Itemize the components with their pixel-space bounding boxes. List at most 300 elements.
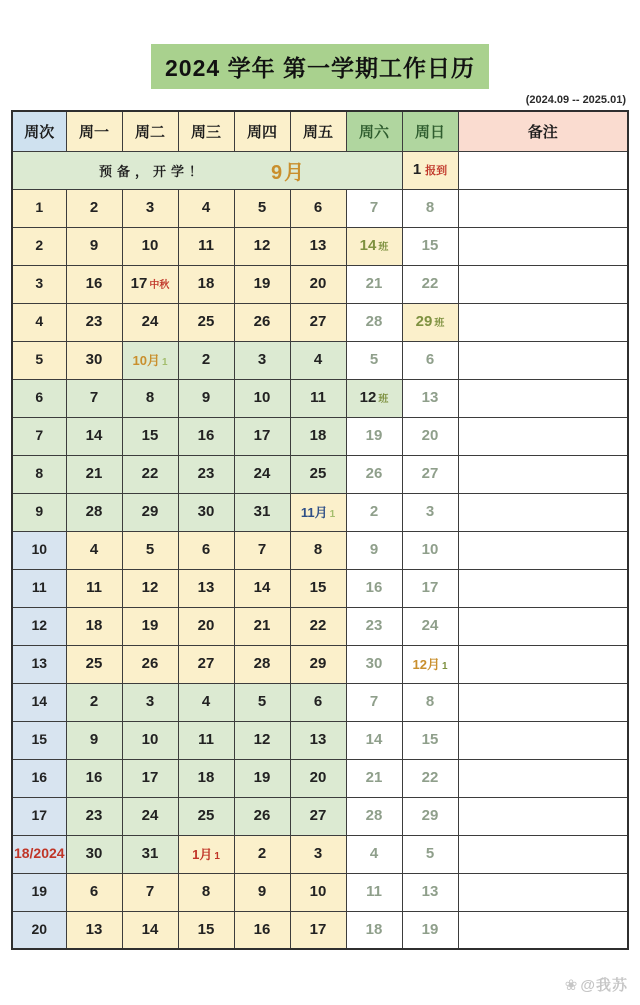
cell-text: 16 bbox=[253, 920, 271, 938]
day-cell bbox=[402, 607, 458, 645]
cell-text: 10 bbox=[141, 731, 159, 748]
date-range: (2024.09 -- 2025.01) bbox=[525, 94, 626, 106]
week-number-cell bbox=[12, 417, 66, 455]
cell-text: 13 bbox=[309, 731, 327, 748]
day-cell bbox=[346, 227, 402, 265]
cell-text: 4 bbox=[35, 313, 44, 329]
cell-text: 20 bbox=[421, 427, 439, 444]
day-cell bbox=[66, 417, 122, 455]
remark-cell bbox=[458, 303, 628, 341]
cell-text: 30 bbox=[85, 845, 103, 862]
cell-text: 20 bbox=[197, 617, 215, 634]
day-cell bbox=[66, 911, 122, 949]
cell-text: 11 bbox=[198, 731, 214, 748]
day-cell bbox=[290, 265, 346, 303]
cell-text: 班 bbox=[434, 318, 445, 329]
day-cell bbox=[234, 797, 290, 835]
cell-text: 27 bbox=[309, 807, 327, 824]
cell-text: 24 bbox=[141, 807, 159, 824]
day-cell bbox=[290, 607, 346, 645]
day-cell bbox=[178, 227, 234, 265]
cell-text: 5 bbox=[369, 351, 379, 368]
cell-text: 13 bbox=[421, 883, 439, 900]
cell-text: 9 bbox=[257, 883, 267, 900]
day-cell bbox=[346, 645, 402, 683]
cell-text: 2024 bbox=[33, 845, 65, 861]
day-cell bbox=[234, 607, 290, 645]
day-cell bbox=[290, 911, 346, 949]
day-cell bbox=[122, 607, 178, 645]
week-number-cell bbox=[12, 721, 66, 759]
cell-text: 8 bbox=[145, 389, 155, 406]
column-header-week: 周次 bbox=[12, 111, 66, 151]
cell-text: 6 bbox=[313, 199, 323, 216]
week-number-cell bbox=[12, 645, 66, 683]
day-cell bbox=[402, 493, 458, 531]
watermark bbox=[565, 974, 628, 995]
cell-text: 10 bbox=[253, 389, 271, 406]
day-cell bbox=[178, 531, 234, 569]
week-row bbox=[12, 797, 628, 835]
week-row bbox=[12, 493, 628, 531]
remark-cell bbox=[458, 493, 628, 531]
day-cell bbox=[178, 721, 234, 759]
registration-day-number: 1 bbox=[412, 161, 422, 178]
cell-text: 中秋 bbox=[149, 280, 170, 291]
week-number-cell bbox=[12, 265, 66, 303]
cell-text: 30 bbox=[197, 503, 215, 520]
week-number-cell bbox=[12, 379, 66, 417]
day-cell bbox=[402, 683, 458, 721]
column-header-thursday: 周四 bbox=[234, 111, 290, 151]
column-header-sunday: 周日 bbox=[402, 111, 458, 151]
day-cell bbox=[234, 417, 290, 455]
cell-text: 25 bbox=[85, 655, 103, 672]
cell-text: 24 bbox=[421, 617, 439, 634]
week-number-cell bbox=[12, 227, 66, 265]
cell-text: 23 bbox=[365, 617, 383, 634]
cell-text: 6 bbox=[425, 351, 435, 368]
week-row bbox=[12, 341, 628, 379]
week-number-cell bbox=[12, 569, 66, 607]
cell-text: 1 bbox=[214, 851, 220, 862]
cell-text: 12 bbox=[253, 731, 271, 748]
cell-text: 19 bbox=[31, 883, 48, 899]
day-cell bbox=[178, 303, 234, 341]
cell-text: 12 bbox=[359, 389, 377, 406]
cell-text: 29 bbox=[309, 655, 327, 672]
remark-cell bbox=[458, 759, 628, 797]
cell-text: 15 bbox=[309, 579, 327, 596]
day-cell bbox=[234, 835, 290, 873]
day-cell bbox=[234, 531, 290, 569]
day-cell bbox=[122, 303, 178, 341]
day-cell bbox=[290, 721, 346, 759]
week-row bbox=[12, 455, 628, 493]
day-cell bbox=[234, 683, 290, 721]
week-row bbox=[12, 759, 628, 797]
cell-text: 22 bbox=[309, 617, 327, 634]
cell-text: 4 bbox=[313, 351, 323, 368]
cell-text: 2 bbox=[89, 199, 99, 216]
cell-text: 15 bbox=[421, 237, 439, 254]
day-cell bbox=[66, 341, 122, 379]
cell-text: 19 bbox=[141, 617, 159, 634]
day-cell bbox=[178, 759, 234, 797]
cell-text: 12 bbox=[253, 237, 271, 254]
week-number-cell bbox=[12, 797, 66, 835]
day-cell bbox=[66, 265, 122, 303]
cell-text: 6 bbox=[313, 693, 323, 710]
day-cell bbox=[122, 797, 178, 835]
day-cell bbox=[346, 683, 402, 721]
cell-text: 16 bbox=[365, 579, 383, 596]
cell-text: 1 bbox=[441, 661, 448, 672]
cell-text: 24 bbox=[253, 465, 271, 482]
week-number-cell bbox=[12, 455, 66, 493]
day-cell bbox=[290, 227, 346, 265]
cell-text: 18 bbox=[365, 920, 383, 938]
remark-cell bbox=[458, 227, 628, 265]
day-cell bbox=[290, 759, 346, 797]
day-cell bbox=[290, 683, 346, 721]
day-cell bbox=[234, 911, 290, 949]
cell-text: 23 bbox=[85, 807, 103, 824]
day-cell bbox=[290, 835, 346, 873]
cell-text: 9 bbox=[89, 237, 99, 254]
cell-text: 13 bbox=[31, 655, 48, 671]
cell-text: 23 bbox=[85, 313, 103, 330]
cell-text: 20 bbox=[309, 275, 327, 292]
day-cell bbox=[66, 607, 122, 645]
week-row bbox=[12, 569, 628, 607]
registration-day-tag: 报到 bbox=[425, 165, 448, 177]
cell-text: 8 bbox=[425, 199, 435, 216]
day-cell bbox=[402, 455, 458, 493]
remark-cell bbox=[458, 417, 628, 455]
cell-text: 18 bbox=[197, 769, 215, 786]
day-cell bbox=[122, 911, 178, 949]
day-cell bbox=[346, 303, 402, 341]
day-cell bbox=[66, 455, 122, 493]
cell-text: 29 bbox=[421, 807, 439, 824]
day-cell bbox=[234, 189, 290, 227]
week-row bbox=[12, 303, 628, 341]
cell-text: 3 bbox=[313, 845, 323, 862]
cell-text: 9 bbox=[369, 541, 379, 558]
day-cell bbox=[290, 797, 346, 835]
cell-text: 班 bbox=[378, 394, 389, 405]
remark-cell bbox=[458, 797, 628, 835]
cell-text: 10月 bbox=[132, 353, 160, 368]
week-number-cell bbox=[12, 303, 66, 341]
week-row bbox=[12, 227, 628, 265]
week-row bbox=[12, 873, 628, 911]
day-cell bbox=[402, 303, 458, 341]
cell-text: 20 bbox=[309, 769, 327, 786]
cell-text: 19 bbox=[253, 275, 271, 292]
cell-text: 4 bbox=[89, 541, 99, 558]
cell-text: 14 bbox=[85, 427, 103, 444]
day-cell bbox=[122, 341, 178, 379]
cell-text: 11月 bbox=[300, 505, 328, 520]
cell-text: 22 bbox=[421, 769, 439, 786]
cell-text: 5 bbox=[35, 351, 44, 367]
day-cell bbox=[402, 341, 458, 379]
day-cell bbox=[290, 569, 346, 607]
cell-text: 26 bbox=[141, 655, 159, 672]
day-cell bbox=[66, 797, 122, 835]
day-cell bbox=[122, 531, 178, 569]
day-cell bbox=[66, 531, 122, 569]
day-cell bbox=[290, 189, 346, 227]
week-number-cell bbox=[12, 341, 66, 379]
cell-text: 15 bbox=[197, 920, 215, 938]
day-cell bbox=[346, 379, 402, 417]
day-cell bbox=[234, 493, 290, 531]
day-cell bbox=[402, 911, 458, 949]
week-number-cell bbox=[12, 607, 66, 645]
day-cell bbox=[402, 379, 458, 417]
cell-text: 26 bbox=[253, 313, 271, 330]
cell-text: 10 bbox=[309, 883, 327, 900]
day-cell bbox=[346, 911, 402, 949]
day-cell bbox=[234, 645, 290, 683]
day-cell bbox=[122, 189, 178, 227]
day-cell bbox=[290, 455, 346, 493]
cell-text: 1月 bbox=[192, 847, 213, 862]
week-number-cell bbox=[12, 493, 66, 531]
cell-text: 19 bbox=[421, 920, 439, 938]
wosu-logo-icon: ❀ bbox=[564, 977, 579, 994]
calendar-table bbox=[11, 110, 629, 950]
watermark-text: @我苏 bbox=[580, 977, 628, 994]
day-cell bbox=[402, 835, 458, 873]
remark-cell bbox=[458, 645, 628, 683]
day-cell bbox=[66, 835, 122, 873]
week-row bbox=[12, 265, 628, 303]
day-cell bbox=[346, 797, 402, 835]
day-cell bbox=[402, 569, 458, 607]
week-row bbox=[12, 911, 628, 949]
day-cell bbox=[66, 569, 122, 607]
day-cell bbox=[66, 227, 122, 265]
day-cell bbox=[290, 873, 346, 911]
cell-text: 1 bbox=[329, 509, 336, 520]
day-cell bbox=[290, 493, 346, 531]
remark-cell bbox=[458, 569, 628, 607]
remark-cell bbox=[458, 911, 628, 949]
day-cell bbox=[402, 189, 458, 227]
day-cell bbox=[346, 265, 402, 303]
cell-text: 6 bbox=[35, 389, 44, 405]
column-header-remarks: 备注 bbox=[458, 111, 628, 151]
cell-text: 10 bbox=[31, 541, 48, 557]
week-row bbox=[12, 531, 628, 569]
cell-text: 30 bbox=[365, 655, 383, 672]
cell-text: 25 bbox=[197, 313, 215, 330]
cell-text: 28 bbox=[365, 807, 383, 824]
day-cell bbox=[178, 265, 234, 303]
day-cell bbox=[178, 417, 234, 455]
remark-cell bbox=[458, 607, 628, 645]
cell-text: 28 bbox=[365, 313, 383, 330]
day-cell bbox=[290, 379, 346, 417]
week-number-cell bbox=[12, 683, 66, 721]
cell-text: 2 bbox=[201, 351, 211, 368]
week-row bbox=[12, 417, 628, 455]
header-row bbox=[12, 111, 628, 151]
cell-text: 11 bbox=[198, 237, 214, 254]
cell-text: 11 bbox=[310, 389, 326, 406]
cell-text: 10 bbox=[141, 237, 159, 254]
title-bar bbox=[0, 44, 640, 89]
day-cell bbox=[346, 721, 402, 759]
cell-text: 21 bbox=[85, 465, 103, 482]
cell-text: 2 bbox=[89, 693, 99, 710]
cell-text: 28 bbox=[85, 503, 103, 520]
remark-cell bbox=[458, 379, 628, 417]
cell-text: 3 bbox=[145, 693, 155, 710]
cell-text: 14 bbox=[359, 237, 377, 254]
remark-cell bbox=[458, 455, 628, 493]
day-cell bbox=[234, 455, 290, 493]
cell-text: 20 bbox=[31, 920, 48, 937]
day-cell bbox=[122, 873, 178, 911]
cell-text: 11 bbox=[31, 579, 47, 595]
week-number-cell bbox=[12, 911, 66, 949]
day-cell bbox=[178, 379, 234, 417]
day-cell bbox=[122, 417, 178, 455]
week-row bbox=[12, 721, 628, 759]
cell-text: 6 bbox=[201, 541, 211, 558]
cell-text: 5 bbox=[257, 199, 267, 216]
cell-text: 17 bbox=[309, 920, 327, 938]
day-cell bbox=[234, 569, 290, 607]
day-cell bbox=[178, 341, 234, 379]
cell-text: 17 bbox=[421, 579, 439, 596]
cell-text: 18 bbox=[85, 617, 103, 634]
day-cell bbox=[290, 341, 346, 379]
week-number-cell bbox=[12, 835, 66, 873]
day-cell bbox=[402, 227, 458, 265]
cell-text: 29 bbox=[415, 313, 433, 330]
week-row bbox=[12, 645, 628, 683]
day-cell bbox=[66, 721, 122, 759]
day-cell bbox=[290, 303, 346, 341]
cell-text: 27 bbox=[197, 655, 215, 672]
day-cell bbox=[402, 721, 458, 759]
day-cell bbox=[234, 303, 290, 341]
cell-text: 4 bbox=[201, 199, 211, 216]
week-row bbox=[12, 835, 628, 873]
column-header-saturday: 周六 bbox=[346, 111, 402, 151]
remark-cell bbox=[458, 265, 628, 303]
day-cell bbox=[234, 873, 290, 911]
cell-text: 3 bbox=[257, 351, 267, 368]
cell-text: 23 bbox=[197, 465, 215, 482]
cell-text: 14 bbox=[141, 920, 159, 938]
remark-cell bbox=[458, 683, 628, 721]
day-cell bbox=[178, 911, 234, 949]
cell-text: 17 bbox=[130, 275, 148, 292]
cell-text: 21 bbox=[365, 275, 383, 292]
day-cell bbox=[122, 569, 178, 607]
cell-text: 15 bbox=[31, 731, 48, 747]
september-month-label: 9月 bbox=[271, 161, 307, 184]
cell-text: 14 bbox=[253, 579, 271, 596]
remark-cell bbox=[458, 835, 628, 873]
day-cell bbox=[178, 189, 234, 227]
cell-text: 14 bbox=[365, 731, 383, 748]
day-cell bbox=[346, 455, 402, 493]
day-cell bbox=[290, 645, 346, 683]
cell-text: 21 bbox=[253, 617, 271, 634]
remark-cell bbox=[458, 341, 628, 379]
day-cell bbox=[346, 417, 402, 455]
cell-text: 19 bbox=[253, 769, 271, 786]
september-banner-row bbox=[12, 151, 628, 189]
day-cell bbox=[178, 873, 234, 911]
cell-text: 5 bbox=[257, 693, 267, 710]
cell-text: 11 bbox=[366, 883, 382, 900]
cell-text: 31 bbox=[141, 845, 159, 862]
day-cell bbox=[122, 721, 178, 759]
day-cell bbox=[122, 759, 178, 797]
day-cell bbox=[346, 531, 402, 569]
registration-day-cell bbox=[402, 151, 458, 189]
cell-text: 12 bbox=[31, 617, 48, 633]
day-cell bbox=[178, 835, 234, 873]
cell-text: 13 bbox=[85, 920, 103, 938]
day-cell bbox=[402, 797, 458, 835]
column-header-tuesday: 周二 bbox=[122, 111, 178, 151]
cell-text: 13 bbox=[309, 237, 327, 254]
day-cell bbox=[66, 759, 122, 797]
day-cell bbox=[402, 759, 458, 797]
day-cell bbox=[402, 265, 458, 303]
cell-text: 18 bbox=[309, 427, 327, 444]
day-cell bbox=[346, 189, 402, 227]
cell-text: 26 bbox=[253, 807, 271, 824]
day-cell bbox=[66, 683, 122, 721]
cell-text: 13 bbox=[197, 579, 215, 596]
cell-text: 22 bbox=[421, 275, 439, 292]
cell-text: 3 bbox=[425, 503, 435, 520]
september-banner-cell bbox=[12, 151, 402, 189]
cell-text: 28 bbox=[253, 655, 271, 672]
week-row bbox=[12, 683, 628, 721]
cell-text: 2 bbox=[257, 845, 267, 862]
cell-text: 8 bbox=[201, 883, 211, 900]
day-cell bbox=[234, 227, 290, 265]
cell-text: 9 bbox=[89, 731, 99, 748]
cell-text: 7 bbox=[35, 427, 44, 443]
day-cell bbox=[234, 265, 290, 303]
cell-text: 8 bbox=[35, 465, 44, 481]
cell-text: 4 bbox=[369, 845, 379, 862]
cell-text: 11 bbox=[86, 579, 102, 596]
cell-text: 班 bbox=[378, 242, 389, 253]
day-cell bbox=[178, 569, 234, 607]
cell-text: 6 bbox=[89, 883, 99, 900]
day-cell bbox=[122, 645, 178, 683]
week-number-cell bbox=[12, 531, 66, 569]
day-cell bbox=[66, 493, 122, 531]
week-number-cell bbox=[12, 873, 66, 911]
day-cell bbox=[66, 189, 122, 227]
day-cell bbox=[66, 645, 122, 683]
